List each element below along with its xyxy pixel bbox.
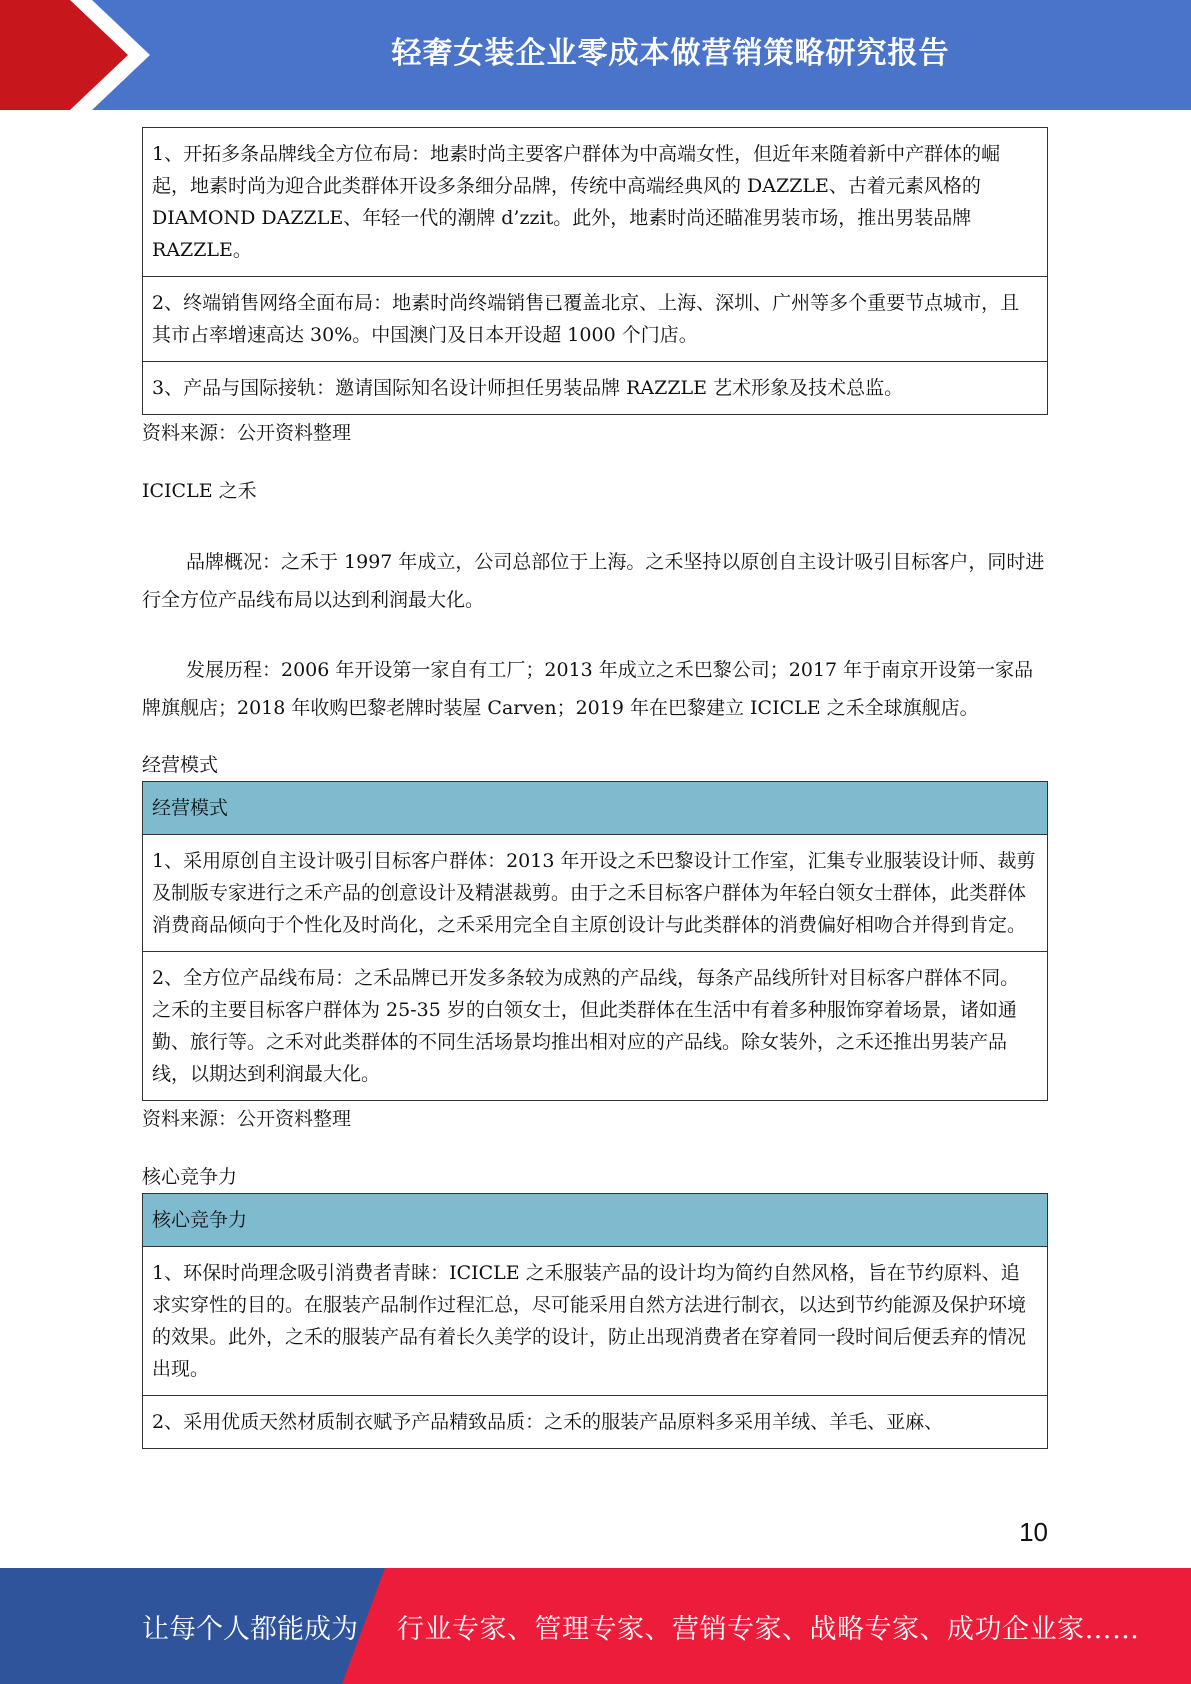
brand-overview-paragraph: 品牌概况：之禾于 1997 年成立，公司总部位于上海。之禾坚持以原创自主设计吸引目标客户，同时进行全方位产品线布局以达到利润最大化。: [142, 551, 1045, 611]
brand-strategy-table: [142, 127, 1048, 415]
footer-slogan-right: 行业专家、管理专家、营销专家、战略专家、成功企业家……: [397, 1613, 1140, 1645]
table-header-row: [143, 782, 1048, 835]
table-header-cell: 核心竞争力: [143, 1194, 1048, 1247]
source-note: 资料来源：公开资料整理: [142, 422, 352, 444]
table-row: [143, 1247, 1048, 1396]
table-cell: 2、采用优质天然材质制衣赋予产品精致品质：之禾的服装产品原料多采用羊绒、羊毛、亚麻、: [143, 1396, 1048, 1449]
table-row: [143, 835, 1048, 952]
page-header: [0, 0, 1191, 110]
table-cell: 2、全方位产品线布局：之禾品牌已开发多条较为成熟的产品线，每条产品线所针对目标客户群体不同。之禾的主要目标客户群体为 25-35 岁的白领女士，但此类群体在生活中有着多种服饰穿着场景，诸如通勤、旅行等。之禾对此类群体的不同生活场景均推出相对应的产品线。除女装外，之禾还推出男装产品线，以期达到利润最大化。: [143, 952, 1048, 1101]
table-cell: 2、终端销售网络全面布局：地素时尚终端销售已覆盖北京、上海、深圳、广州等多个重要节点城市，且其市占率增速高达 30%。中国澳门及日本开设超 1000 个门店。: [143, 277, 1048, 362]
brand-heading: ICICLE 之禾: [142, 480, 257, 502]
core-competence-table: [142, 1193, 1048, 1449]
source-note: 资料来源：公开资料整理: [142, 1108, 352, 1130]
page-footer: [0, 1568, 1191, 1684]
table-cell: 1、环保时尚理念吸引消费者青睐：ICICLE 之禾服装产品的设计均为简约自然风格，旨在节约原料、追求实穿性的目的。在服装产品制作过程汇总，尽可能采用自然方法进行制衣，以达到节约能源及保护环境的效果。此外，之禾的服装产品有着长久美学的设计，防止出现消费者在穿着同一段时间后便丢弃的情况出现。: [143, 1247, 1048, 1396]
core-competence-caption: 核心竞争力: [142, 1166, 238, 1188]
table-row: [143, 362, 1048, 415]
table-row: [143, 128, 1048, 277]
header-chevron-decoration: [0, 0, 150, 110]
table-row: [143, 1396, 1048, 1449]
page-content: [142, 127, 1048, 1449]
page-number: 10: [1019, 1517, 1048, 1547]
table-header-row: [143, 1194, 1048, 1247]
table-cell: 3、产品与国际接轨：邀请国际知名设计师担任男装品牌 RAZZLE 艺术形象及技术总监。: [143, 362, 1048, 415]
business-model-caption: 经营模式: [142, 754, 219, 776]
table-cell: 1、开拓多条品牌线全方位布局：地素时尚主要客户群体为中高端女性，但近年来随着新中产群体的崛起，地素时尚为迎合此类群体开设多条细分品牌，传统中高端经典风的 DAZZLE、古着元素风格的 DIAMOND DAZZLE、年轻一代的潮牌 d’zzit。此外，地素时尚还瞄准男装市场，推出男装品牌 RAZZLE。: [143, 128, 1048, 277]
report-title: 轻奢女装企业零成本做营销策略研究报告: [391, 36, 950, 71]
brand-history-paragraph: 发展历程：2006 年开设第一家自有工厂；2013 年成立之禾巴黎公司；2017 年于南京开设第一家品牌旗舰店；2018 年收购巴黎老牌时装屋 Carven；2019 年在巴黎建立 ICICLE 之禾全球旗舰店。: [142, 659, 1034, 719]
business-model-table: [142, 781, 1048, 1101]
table-cell: 1、采用原创自主设计吸引目标客户群体：2013 年开设之禾巴黎设计工作室，汇集专业服装设计师、裁剪及制版专家进行之禾产品的创意设计及精湛裁剪。由于之禾目标客户群体为年轻白领女士群体，此类群体消费商品倾向于个性化及时尚化，之禾采用完全自主原创设计与此类群体的消费偏好相吻合并得到肯定。: [143, 835, 1048, 952]
table-header-cell: 经营模式: [143, 782, 1048, 835]
footer-slogan-left: 让每个人都能成为: [142, 1613, 358, 1645]
table-row: [143, 277, 1048, 362]
table-row: [143, 952, 1048, 1101]
